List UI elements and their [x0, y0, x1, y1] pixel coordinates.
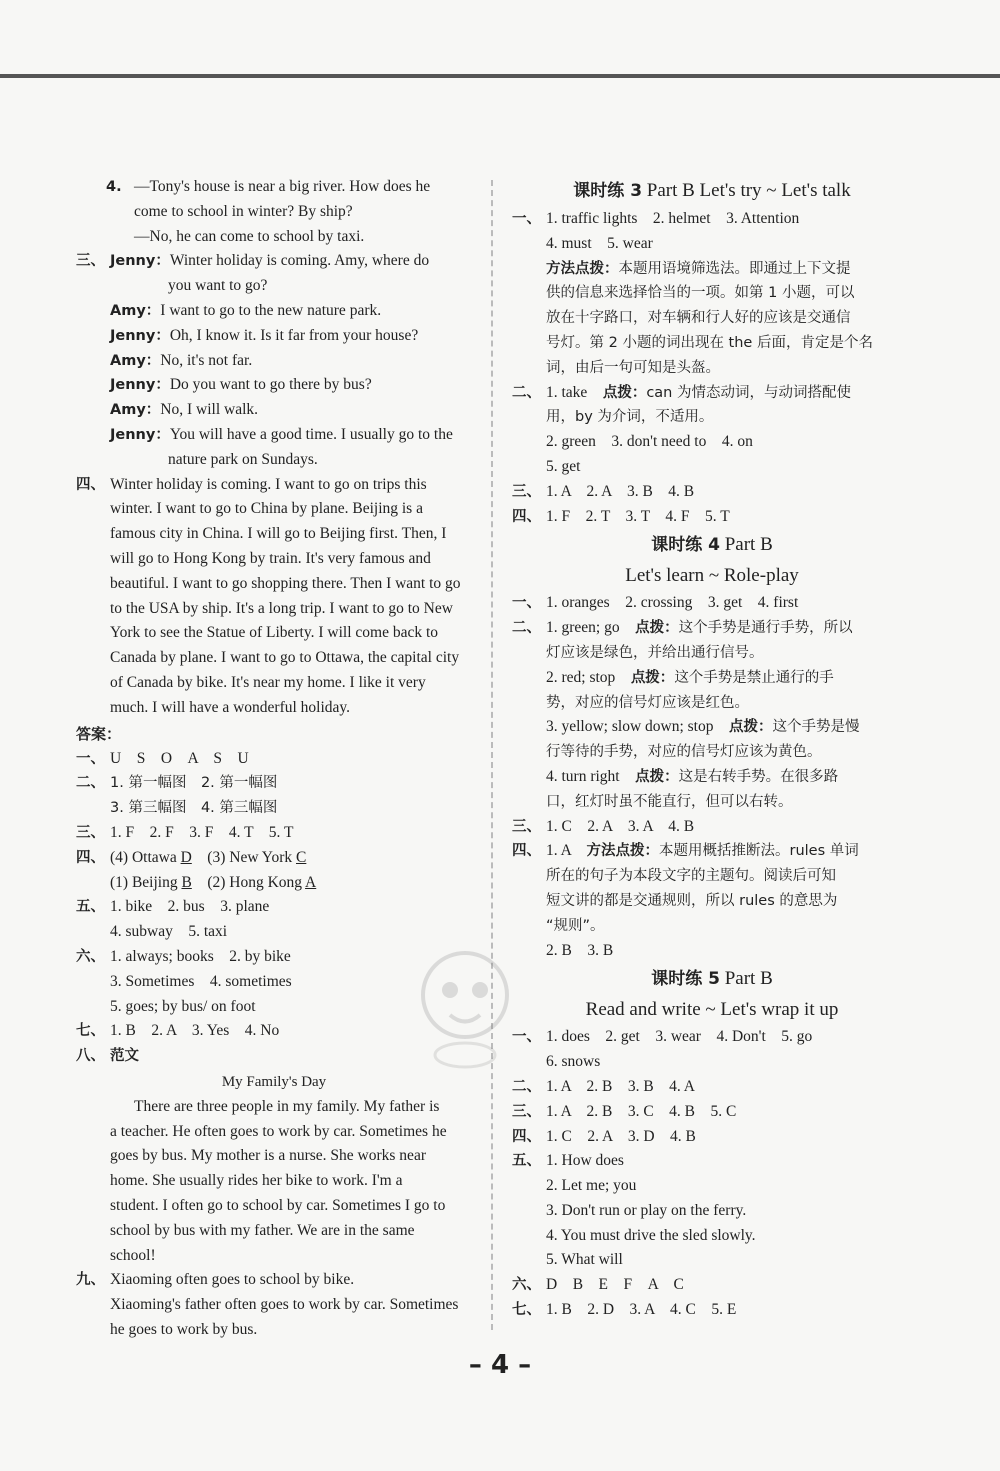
answer-line: 5. get — [546, 457, 581, 475]
answer-line: 3. 第三幅图 4. 第三幅图 — [110, 800, 278, 817]
dialog-line: Jenny：Oh, I know it. Is it far from your house? — [110, 326, 419, 344]
answer-line: 四、 1. F 2. T 3. T 4. F 5. T — [512, 507, 730, 525]
answer-line: 二、 1. 第一幅图 2. 第一幅图 — [76, 775, 278, 792]
column-divider — [491, 180, 493, 1330]
essay-line: home. She usually rides her bike to work. I'm a — [110, 1172, 403, 1190]
answer-line: 5. What will — [546, 1251, 623, 1269]
answer-line: 二、 1. A 2. B 3. B 4. A — [512, 1077, 695, 1095]
lesson-4-heading: 课时练 4 Part B — [651, 534, 773, 556]
lesson-3-heading: 课时练 3 Part B Let's try ~ Let's talk — [573, 180, 851, 201]
essay-line: school! — [110, 1246, 156, 1264]
answer-line: 八、 范文 — [76, 1048, 139, 1065]
q4-line: 4. —Tony's house is near a big river. How does he — [106, 178, 431, 195]
answer-line: 3. Sometimes 4. sometimes — [110, 972, 292, 990]
answer-line: 4. turn right 点拨：这是右转手势。在很多路 — [546, 767, 839, 785]
passage-line: Canada by plane. I want to go to Ottawa, the capital city — [110, 649, 460, 667]
answer-line: 四、 1. C 2. A 3. D 4. B — [512, 1127, 696, 1145]
answer-line: 2. green 3. don't need to 4. on — [546, 433, 753, 451]
answer-line: 3. Don't run or play on the ferry. — [546, 1201, 747, 1219]
dialog-line: nature park on Sundays. — [168, 450, 318, 468]
answer-line: 四、 (4) Ottawa D (3) New York C — [76, 848, 307, 866]
answers-label: 答案： — [76, 724, 122, 743]
essay-line: student. I often go to school by car. Sometimes I go to — [110, 1197, 446, 1215]
answer-line: 口，红灯时虽不能直行，但可以右转。 — [546, 793, 793, 810]
passage-line: famous city in China. I will go to Beijing first. Then, I — [110, 525, 447, 543]
answer-line: 一、 1. oranges 2. crossing 3. get 4. first — [512, 594, 799, 612]
answer-line: 短文讲的都是交通规则，所以 rules 的意思为 — [546, 892, 838, 909]
essay-line: school by bus with my father. We are in the same — [110, 1221, 415, 1239]
hint-line: 号灯。第 2 小题的词出现在 the 后面，肯定是个名 — [546, 334, 873, 351]
answer-line: 5. goes; by bus/ on foot — [110, 997, 256, 1015]
answer-line: 4. subway 5. taxi — [110, 923, 228, 941]
answer-line: 六、 1. always; books 2. by bike — [76, 947, 291, 965]
answer-line: 2. red; stop 点拨：这个手势是禁止通行的手 — [546, 668, 834, 686]
essay-line: a teacher. He often goes to work by car. Sometimes he — [110, 1122, 447, 1140]
page-number: – 4 – — [468, 1350, 532, 1380]
answer-line: 五、 1. How does — [512, 1152, 624, 1170]
answer-line: 九、 Xiaoming often goes to school by bike. — [76, 1271, 355, 1289]
hint-line: 供的信息来选择恰当的一项。如第 1 小题，可以 — [546, 285, 855, 302]
dialog-line: Amy：No, I will walk. — [110, 401, 259, 419]
passage-line: winter. I want to go to China by plane. Beijing is a — [110, 500, 423, 518]
passage-line: York to see the Statue of Liberty. I will come back to — [110, 624, 439, 642]
hint-line: 词，由后一句可知是头盔。 — [546, 359, 720, 376]
dialog-line: Amy：No, it's not far. — [110, 351, 253, 369]
answer-line: 4. You must drive the sled slowly. — [546, 1226, 756, 1244]
answer-line: 一、 U S O A S U — [76, 749, 249, 767]
dialog-line: Jenny：You will have a good time. I usually go to the — [110, 425, 453, 443]
hint-line: 放在十字路口，对车辆和行人好的应该是交通信 — [546, 310, 851, 327]
answer-line: 2. Let me; you — [546, 1177, 637, 1195]
essay-title: My Family's Day — [221, 1073, 327, 1090]
answer-line: 三、 1. A 2. A 3. B 4. B — [512, 482, 695, 500]
answer-line: 3. yellow; slow down; stop 点拨：这个手势是慢 — [546, 718, 860, 736]
answer-line: 势，对应的信号灯应该是红色。 — [546, 694, 749, 711]
passage-line: of Canada by bike. It's near my home. I like it very — [110, 673, 426, 691]
q4-line: come to school in winter? By ship? — [134, 202, 353, 220]
dialog-line: 三、 Jenny：Winter holiday is coming. Amy, where do — [76, 252, 430, 270]
answer-line: 二、 1. green; go 点拨：这个手势是通行手势，所以 — [512, 619, 853, 637]
answer-line: 所在的句子为本段文字的主题句。阅读后可知 — [546, 868, 836, 885]
answer-line: “规则”。 — [546, 917, 605, 934]
answer-line: 三、 1. F 2. F 3. F 4. T 5. T — [76, 823, 294, 841]
answer-line: 6. snows — [546, 1053, 601, 1071]
answer-line: 七、 1. B 2. D 3. A 4. C 5. E — [512, 1301, 737, 1319]
answer-line: 二、 1. take 点拨：can 为情态动词，与动词搭配使 — [512, 383, 851, 401]
passage-line: to the USA by ship. It's a long trip. I want to go to New — [110, 599, 453, 617]
dialog-line: you want to go? — [168, 277, 268, 295]
dialog-line: Jenny：Do you want to go there by bus? — [110, 376, 372, 394]
answer-line: he goes to work by bus. — [110, 1321, 258, 1339]
dialog-line: Amy：I want to go to the new nature park. — [110, 301, 382, 319]
left-column — [76, 175, 472, 1343]
hint-line: 方法点拨：本题用语境筛选法。即通过上下文提 — [546, 260, 851, 277]
lesson-5-heading: 课时练 5 Part B — [651, 968, 773, 990]
essay-line: There are three people in my family. My father is — [134, 1097, 440, 1115]
answer-line: 三、 1. C 2. A 3. A 4. B — [512, 817, 695, 835]
essay-line: goes by bus. My mother is a nurse. She works near — [110, 1147, 426, 1165]
passage-line: much. I will have a wonderful holiday. — [110, 698, 351, 716]
answer-line: 用，by 为介词，不适用。 — [546, 409, 714, 426]
answer-line: (1) Beijing B (2) Hong Kong A — [110, 873, 317, 891]
passage-line: 四、 Winter holiday is coming. I want to go on trips this — [76, 475, 427, 493]
answer-line: 一、 1. does 2. get 3. wear 4. Don't 5. go — [512, 1028, 813, 1046]
answer-line: 一、 1. traffic lights 2. helmet 3. Attention — [512, 210, 800, 227]
answer-line: 三、 1. A 2. B 3. C 4. B 5. C — [512, 1102, 737, 1120]
mascot-watermark-icon — [405, 940, 525, 1070]
top-rule — [0, 74, 1000, 78]
answer-line: 灯应该是绿色，并给出通行信号。 — [546, 644, 764, 661]
answer-line: 2. B 3. B — [546, 941, 614, 959]
lesson-5-subheading: Read and write ~ Let's wrap it up — [585, 999, 839, 1021]
lesson-4-subheading: Let's learn ~ Role-play — [625, 565, 799, 587]
answer-line: 六、 D B E F A C — [512, 1276, 684, 1294]
right-column — [512, 175, 912, 1323]
passage-line: beautiful. I want to go shopping there. Then I want to go — [110, 574, 461, 592]
answer-line: 行等待的手势，对应的信号灯应该为黄色。 — [546, 744, 822, 761]
answer-line: Xiaoming's father often goes to work by car. Sometimes — [110, 1296, 459, 1314]
answer-line: 五、 1. bike 2. bus 3. plane — [76, 898, 270, 916]
passage-line: will go to Hong Kong by train. It's very famous and — [110, 549, 431, 567]
answer-line: 四、 1. A 方法点拨：本题用概括推断法。rules 单词 — [512, 842, 859, 860]
answer-line: 七、 1. B 2. A 3. Yes 4. No — [76, 1022, 280, 1040]
q4-line: —No, he can come to school by taxi. — [134, 227, 365, 245]
answer-line: 4. must 5. wear — [546, 234, 653, 252]
